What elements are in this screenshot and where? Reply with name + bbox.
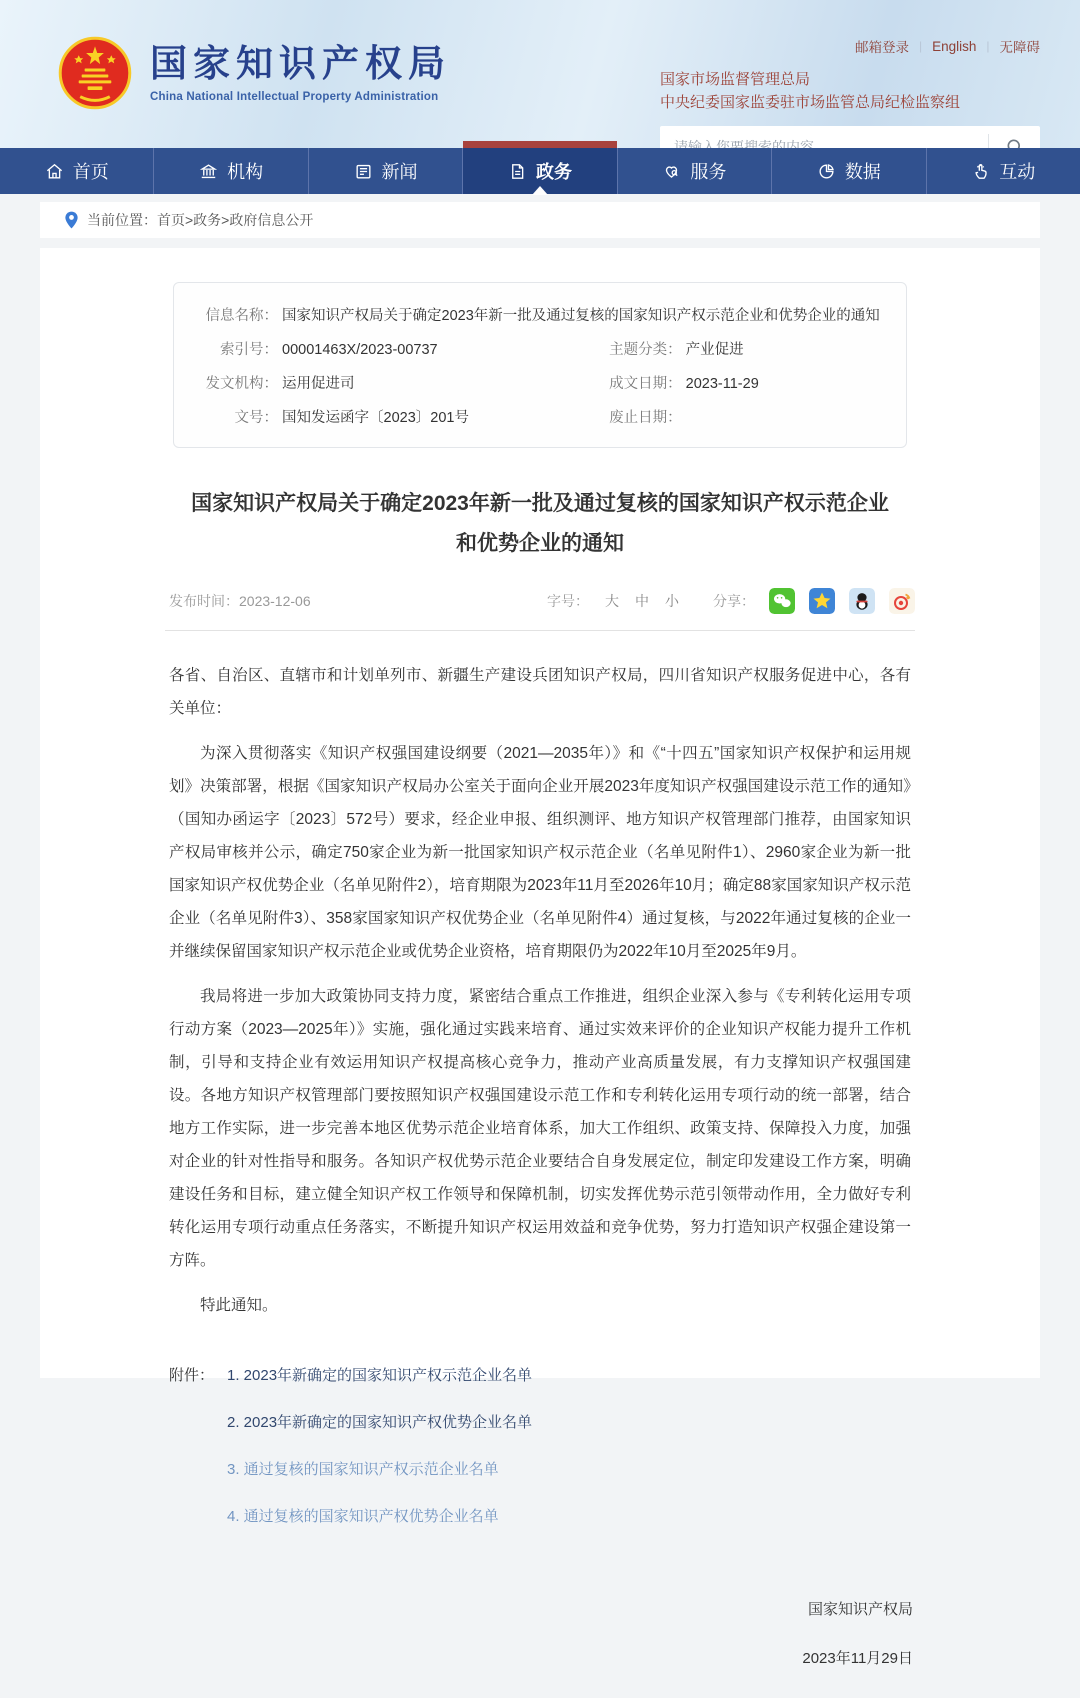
nav-item-home[interactable] xyxy=(0,148,153,194)
table-row xyxy=(192,295,888,329)
data-pie-icon xyxy=(817,162,836,181)
index-no-value: 00001463X/2023-00737 xyxy=(282,342,438,358)
nav-item-gov-affairs[interactable] xyxy=(462,148,616,194)
issue-date-label: 成文日期： xyxy=(609,376,682,392)
share-label: 分享： xyxy=(713,593,755,609)
closing-paragraph: 特此通知。 xyxy=(200,1297,278,1314)
national-emblem-icon xyxy=(58,36,132,110)
wechat-share-icon[interactable] xyxy=(769,588,795,614)
mail-login-link[interactable]: 邮箱登录 xyxy=(854,40,909,55)
breadcrumb-label: 当前位置： xyxy=(87,212,157,228)
supervision-line-2: 中央纪委国家监委驻市场监管总局纪检监察组 xyxy=(660,94,961,111)
nav-item-label: 服务 xyxy=(690,162,727,182)
doc-no-value: 国知发运函字〔2023〕201号 xyxy=(282,410,469,426)
breadcrumb-path[interactable]: 首页>政务>政府信息公开 xyxy=(157,212,314,228)
fontsize-label: 字号： xyxy=(547,593,589,609)
breadcrumb xyxy=(40,202,1040,238)
article-meta-bar xyxy=(165,588,915,631)
nav-item-label: 互动 xyxy=(999,162,1036,182)
nav-item-news[interactable] xyxy=(308,148,462,194)
site-title: 国家知识产权局 xyxy=(150,43,451,84)
site-title-en: China National Intellectual Property Administration xyxy=(150,91,439,103)
attachments-label: 附件： xyxy=(169,1367,215,1384)
news-icon xyxy=(354,162,373,181)
article-body xyxy=(165,659,915,1322)
nav-item-label: 首页 xyxy=(72,162,109,182)
doc-info-table xyxy=(173,282,907,448)
repeal-date-label: 废止日期： xyxy=(609,410,682,426)
attachments-section xyxy=(165,1366,915,1554)
fontsize-medium-button[interactable]: 中 xyxy=(635,593,649,609)
attachment-link-3[interactable]: 3. 通过复核的国家知识产权示范企业名单 xyxy=(227,1461,499,1478)
site-logo[interactable] xyxy=(58,36,451,110)
attachment-link-2[interactable]: 2. 2023年新确定的国家知识产权优势企业名单 xyxy=(227,1414,533,1431)
page-title-line2: 和优势企业的通知 xyxy=(456,532,624,555)
active-tab-pointer xyxy=(532,186,548,195)
info-name-value: 国家知识产权局关于确定2023年新一批及通过复核的国家知识产权示范企业和优势企业的通知 xyxy=(282,308,880,324)
body-paragraph: 我局将进一步加大政策协同支持力度，紧密结合重点工作推进，组织企业深入参与《专利转化运用专项行动方案（2023—2025年）》实施，强化通过实践来培育、通过实效来评价的企业知识产权能力提升工作机制，引导和支持企业有效运用知识产权提高核心竞争力，推动产业高质量发展，有力支撑知识产权强国建设。各地方知识产权管理部门要按照知识产权强国建设示范工作和专利转化运用专项行动的统一部署，结合地方工作实际，进一步完善本地区优势示范企业培育体系，加大工作组织、政策支持、保障投入力度，加强对企业的针对性指导和服务。各知识产权优势示范企业要结合自身发展定位，制定印发建设工作方案，明确建设任务和目标，建立健全知识产权工作领导和保障机制，切实发挥优势示范引领带动作用，全力做好专利转化运用专项行动重点任务落实，不断提升知识产权运用效益和竞争优势，努力打造知识产权强企建设第一方阵。 xyxy=(169,988,911,1269)
index-no-label: 索引号： xyxy=(220,342,278,358)
table-row xyxy=(192,363,888,397)
nav-item-interaction[interactable] xyxy=(926,148,1080,194)
info-name-label: 信息名称： xyxy=(205,308,278,324)
home-icon xyxy=(45,162,64,181)
supervision-line-1: 国家市场监督管理总局 xyxy=(660,71,811,88)
attachment-link-4[interactable]: 4. 通过复核的国家知识产权优势企业名单 xyxy=(227,1508,499,1525)
table-row xyxy=(192,397,888,431)
content-card xyxy=(40,248,1040,1667)
repeal-date-value xyxy=(682,406,686,431)
nav-item-data[interactable] xyxy=(771,148,925,194)
weibo-share-icon[interactable] xyxy=(889,588,915,614)
divider: | xyxy=(986,39,990,53)
institution-icon xyxy=(199,162,218,181)
issuer-value: 运用促进司 xyxy=(282,376,355,392)
page-title xyxy=(165,484,915,564)
nav-item-label: 新闻 xyxy=(381,162,418,182)
attachment-link-1[interactable]: 1. 2023年新确定的国家知识产权示范企业名单 xyxy=(227,1367,533,1384)
page-title-line1: 国家知识产权局关于确定2023年新一批及通过复核的国家知识产权示范企业 xyxy=(191,492,889,515)
service-heart-icon xyxy=(662,162,681,181)
nav-item-label: 数据 xyxy=(844,162,881,182)
accessibility-link[interactable]: 无障碍 xyxy=(999,40,1040,55)
topic-label: 主题分类： xyxy=(609,342,682,358)
issue-date-value: 2023-11-29 xyxy=(685,376,759,392)
fontsize-small-button[interactable]: 小 xyxy=(665,593,679,609)
header-top-links xyxy=(660,36,1040,56)
nav-item-org[interactable] xyxy=(153,148,307,194)
site-header xyxy=(0,0,1080,148)
publish-time-value: 2023-12-06 xyxy=(239,593,311,609)
body-paragraph: 为深入贯彻落实《知识产权强国建设纲要（2021—2035年）》和《“十四五”国家知识产权保护和运用规划》决策部署，根据《国家知识产权局办公室关于面向企业开展2023年度知识产权强国建设示范工作的通知》（国知办函运字〔2023〕572号）要求，经企业申报、组织测评、地方知识产权管理部门推荐，由国家知识产权局审核并公示，确定750家企业为新一批国家知识产权示范企业（名单见附件1）、2960家企业为新一批国家知识产权优势企业（名单见附件2），培育期限为2023年11月至2026年10月；确定88家国家知识产权示范企业（名单见附件3）、358家国家知识产权优势企业（名单见附件4）通过复核，与2022年通过复核的企业一并继续保留国家知识产权示范企业或优势企业资格，培育期限仍为2022年10月至2025年9月。 xyxy=(169,745,911,960)
divider: | xyxy=(918,39,923,53)
table-row xyxy=(192,329,888,363)
nav-item-label: 机构 xyxy=(227,162,264,182)
salutation-paragraph: 各省、自治区、直辖市和计划单列市、新疆生产建设兵团知识产权局，四川省知识产权服务促进中心，各有关单位： xyxy=(169,667,911,717)
issuer-label: 发文机构： xyxy=(205,376,278,392)
active-tab-accent-bar xyxy=(463,141,616,148)
doc-no-label: 文号： xyxy=(234,410,278,426)
topic-value: 产业促进 xyxy=(685,342,744,358)
nav-item-label: 政务 xyxy=(535,162,572,182)
signature-block xyxy=(165,1598,915,1668)
english-link[interactable]: English xyxy=(932,38,977,54)
location-pin-icon xyxy=(64,211,79,229)
nav-item-services[interactable] xyxy=(617,148,771,194)
fontsize-large-button[interactable]: 大 xyxy=(605,593,619,609)
interaction-hand-icon xyxy=(971,162,990,181)
main-nav xyxy=(0,148,1080,194)
signature-org: 国家知识产权局 xyxy=(807,1601,913,1618)
qzone-share-icon[interactable] xyxy=(809,588,835,614)
publish-time-label: 发布时间： xyxy=(169,593,239,609)
qq-share-icon[interactable] xyxy=(849,588,875,614)
signature-date: 2023年11月29日 xyxy=(802,1650,913,1667)
gov-affairs-icon xyxy=(508,162,527,181)
